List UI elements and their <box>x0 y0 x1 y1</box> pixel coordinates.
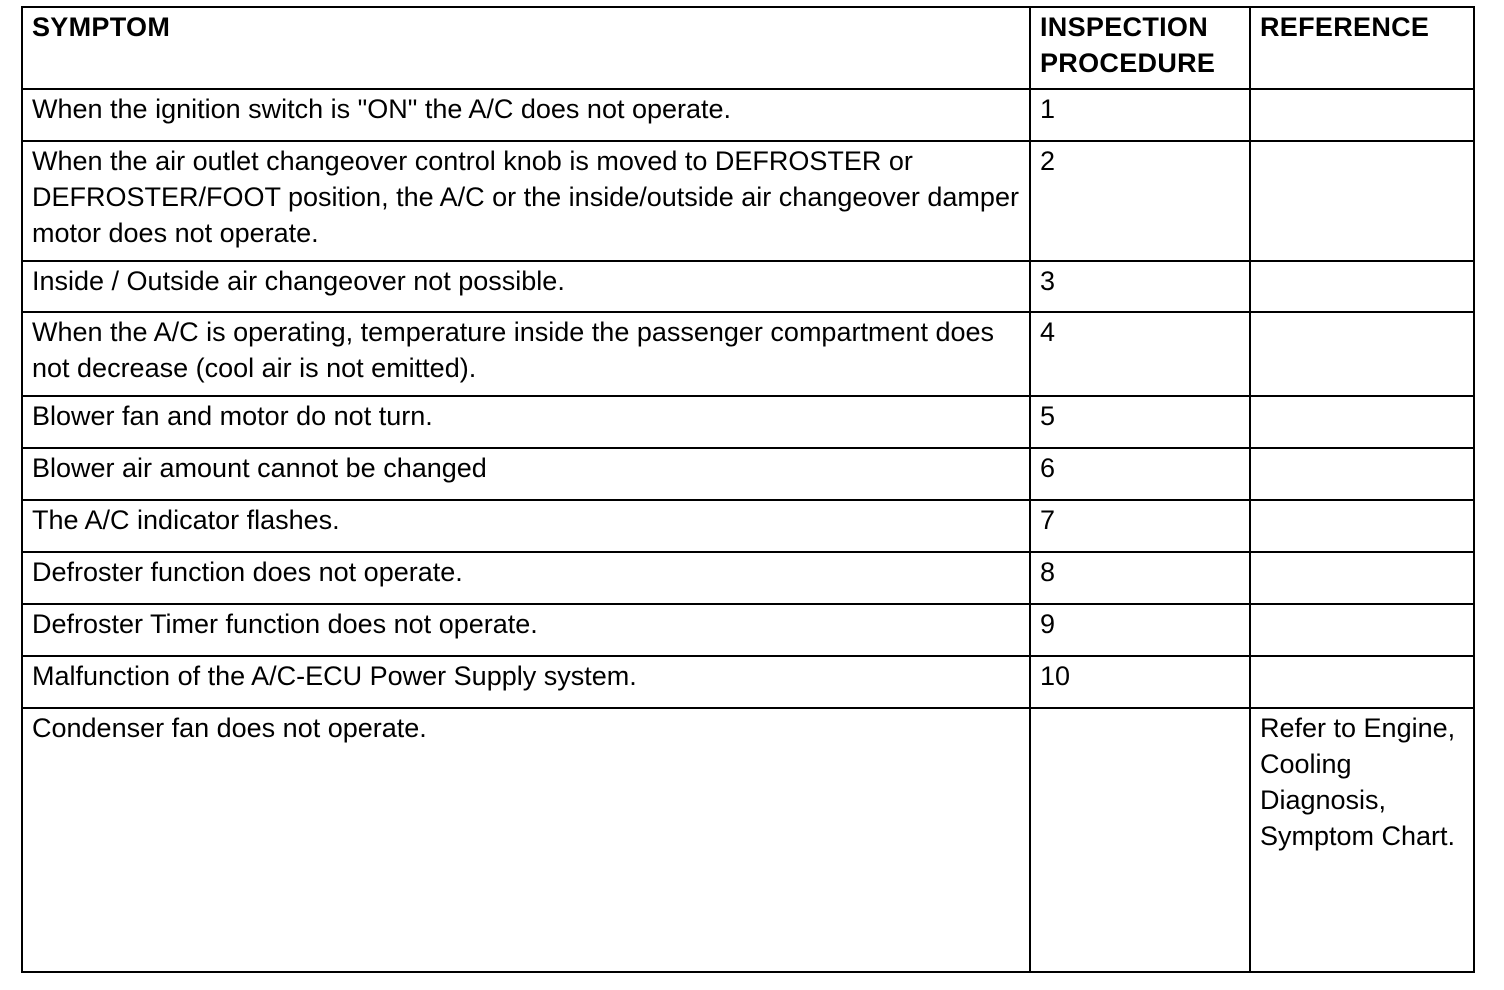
symptom-cell: Blower air amount cannot be changed <box>22 448 1030 500</box>
symptom-cell: Malfunction of the A/C-ECU Power Supply system. <box>22 656 1030 708</box>
header-symptom: SYMPTOM <box>22 7 1030 89</box>
symptom-cell: Defroster Timer function does not operate. <box>22 604 1030 656</box>
procedure-cell: 3 <box>1030 261 1250 312</box>
table-header-row <box>22 7 1474 89</box>
symptom-cell: Defroster function does not operate. <box>22 552 1030 604</box>
table-row <box>22 89 1474 141</box>
table-row <box>22 656 1474 708</box>
table-row <box>22 448 1474 500</box>
reference-cell <box>1250 708 1474 972</box>
reference-cell <box>1250 500 1474 552</box>
symptom-cell: The A/C indicator flashes. <box>22 500 1030 552</box>
header-inspection-procedure: INSPECTION PROCEDURE <box>1030 7 1250 89</box>
table-row <box>22 708 1474 972</box>
reference-cell <box>1250 604 1474 656</box>
reference-cell <box>1250 552 1474 604</box>
symptom-cell: Inside / Outside air changeover not possible. <box>22 261 1030 312</box>
table-row <box>22 500 1474 552</box>
table-row <box>22 141 1474 261</box>
procedure-cell: 8 <box>1030 552 1250 604</box>
reference-cell <box>1250 396 1474 448</box>
symptom-cell: When the ignition switch is "ON" the A/C does not operate. <box>22 89 1030 141</box>
procedure-cell: 9 <box>1030 604 1250 656</box>
procedure-cell <box>1030 708 1250 972</box>
symptom-cell: Condenser fan does not operate. <box>22 708 1030 972</box>
symptom-cell: Blower fan and motor do not turn. <box>22 396 1030 448</box>
reference-cell <box>1250 141 1474 261</box>
symptom-cell: When the A/C is operating, temperature inside the passenger compartment does not decrease (cool air is not emitted). <box>22 312 1030 396</box>
procedure-cell: 6 <box>1030 448 1250 500</box>
procedure-cell: 7 <box>1030 500 1250 552</box>
table-row <box>22 312 1474 396</box>
header-reference: REFERENCE <box>1250 7 1474 89</box>
table-row <box>22 604 1474 656</box>
reference-cell <box>1250 261 1474 312</box>
reference-cell <box>1250 312 1474 396</box>
table-row <box>22 552 1474 604</box>
procedure-cell: 4 <box>1030 312 1250 396</box>
reference-cell <box>1250 656 1474 708</box>
reference-text: Refer to Engine, Cooling Diagnosis, Symptom Chart. <box>1260 713 1456 851</box>
reference-cell <box>1250 89 1474 141</box>
symptom-cell: When the air outlet changeover control knob is moved to DEFROSTER or DEFROSTER/FOOT position, the A/C or the inside/outside air changeover damper motor does not operate. <box>22 141 1030 261</box>
procedure-cell: 10 <box>1030 656 1250 708</box>
reference-cell <box>1250 448 1474 500</box>
table-row <box>22 261 1474 312</box>
procedure-cell: 1 <box>1030 89 1250 141</box>
table-row <box>22 396 1474 448</box>
procedure-cell: 5 <box>1030 396 1250 448</box>
procedure-cell: 2 <box>1030 141 1250 261</box>
symptom-chart-table <box>21 6 1475 973</box>
